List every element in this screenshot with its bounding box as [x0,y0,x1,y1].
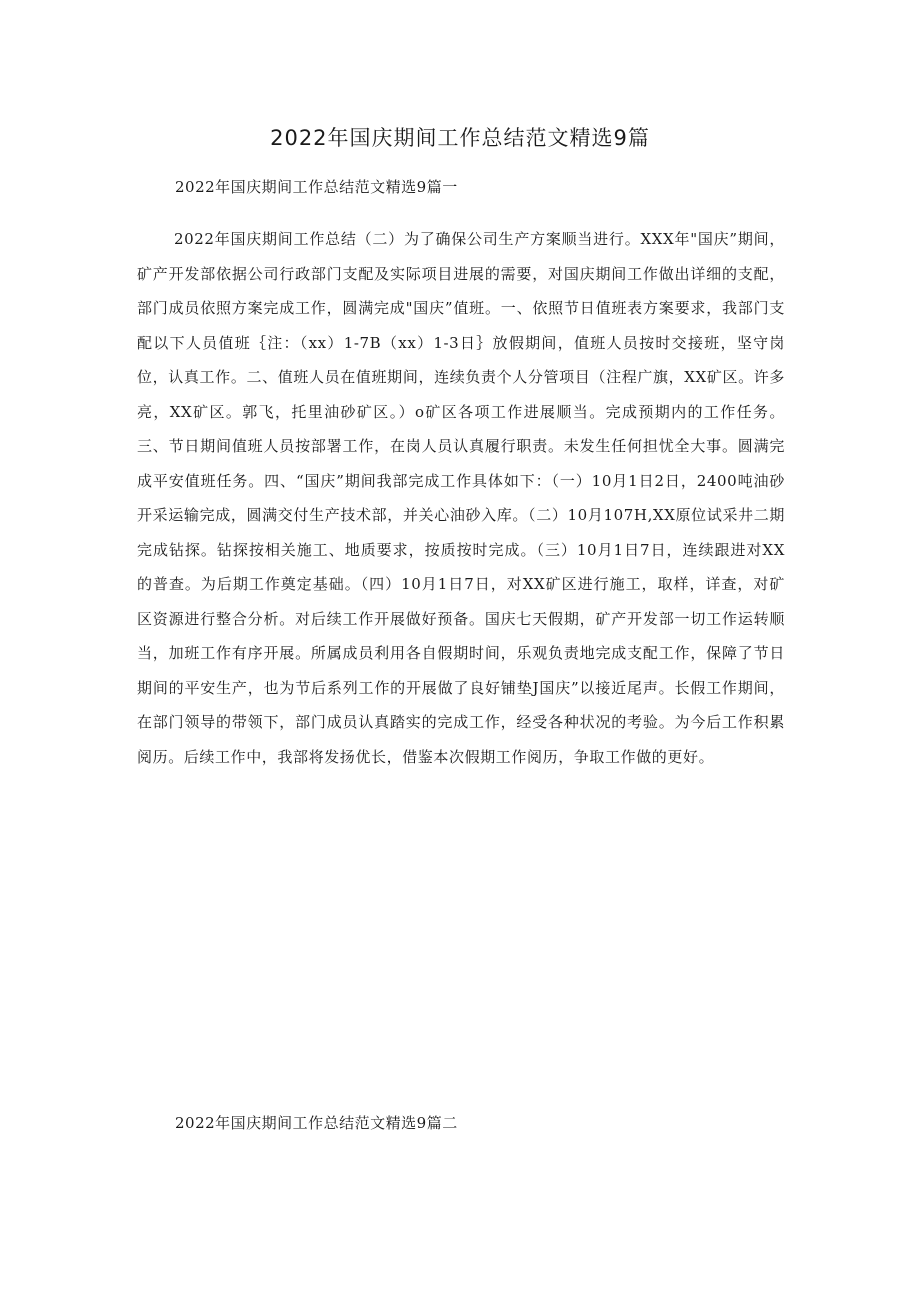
section-heading-2: 2022年国庆期间工作总结范文精选9篇二 [175,1114,458,1132]
document-title: 2022年国庆期间工作总结范文精选9篇 [270,126,650,150]
section-heading-1: 2022年国庆期间工作总结范文精选9篇一 [175,178,458,196]
section-1-body-paragraph: 2022年国庆期间工作总结（二）为了确保公司生产方案顺当进行。XXX年"国庆”期间，矿产开发部依据公司行政部门支配及实际项目进展的需要，对国庆期间工作做出详细的支配，部门成员依照方案完成工作，圆满完成"国庆”值班。一、依照节日值班表方案要求，我部门支配以下人员值班｛注：（xx）1-7B（xx）1-3日｝放假期间，值班人员按时交接班，坚守岗位，认真工作。二、值班人员在值班期间，连续负责个人分管项目（注程广旗，XX矿区。许多亮，XX矿区。郭飞，托里油砂矿区。）o矿区各项工作进展顺当。完成预期内的工作任务。三、节日期间值班人员按部署工作，在岗人员认真履行职责。未发生任何担忧全大事。圆满完成平安值班任务。四、“国庆”期间我部完成工作具体如下：（一）10月1日2日，2400吨油砂开采运输完成，圆满交付生产技术部，并关心油砂入库。（二）10月107H,XX原位试采井二期完成钻探。钻探按相关施工、地质要求，按质按时完成。（三）10月1日7日，连续跟进对XX的普查。为后期工作奠定基础。（四）10月1日7日，对XX矿区进行施工，取样，详查，对矿区资源进行整合分析。对后续工作开展做好预备。国庆七天假期，矿产开发部一切工作运转顺当，加班工作有序开展。所属成员利用各自假期时间，乐观负责地完成支配工作，保障了节日期间的平安生产，也为节后系列工作的开展做了良好铺垫J国庆”以接近尾声。长假工作期间，在部门领导的带领下，部门成员认真踏实的完成工作，经受各种状况的考验。为今后工作积累阅历。后续工作中，我部将发扬优长，借鉴本次假期工作阅历，争取工作做的更好。 [137,230,785,766]
